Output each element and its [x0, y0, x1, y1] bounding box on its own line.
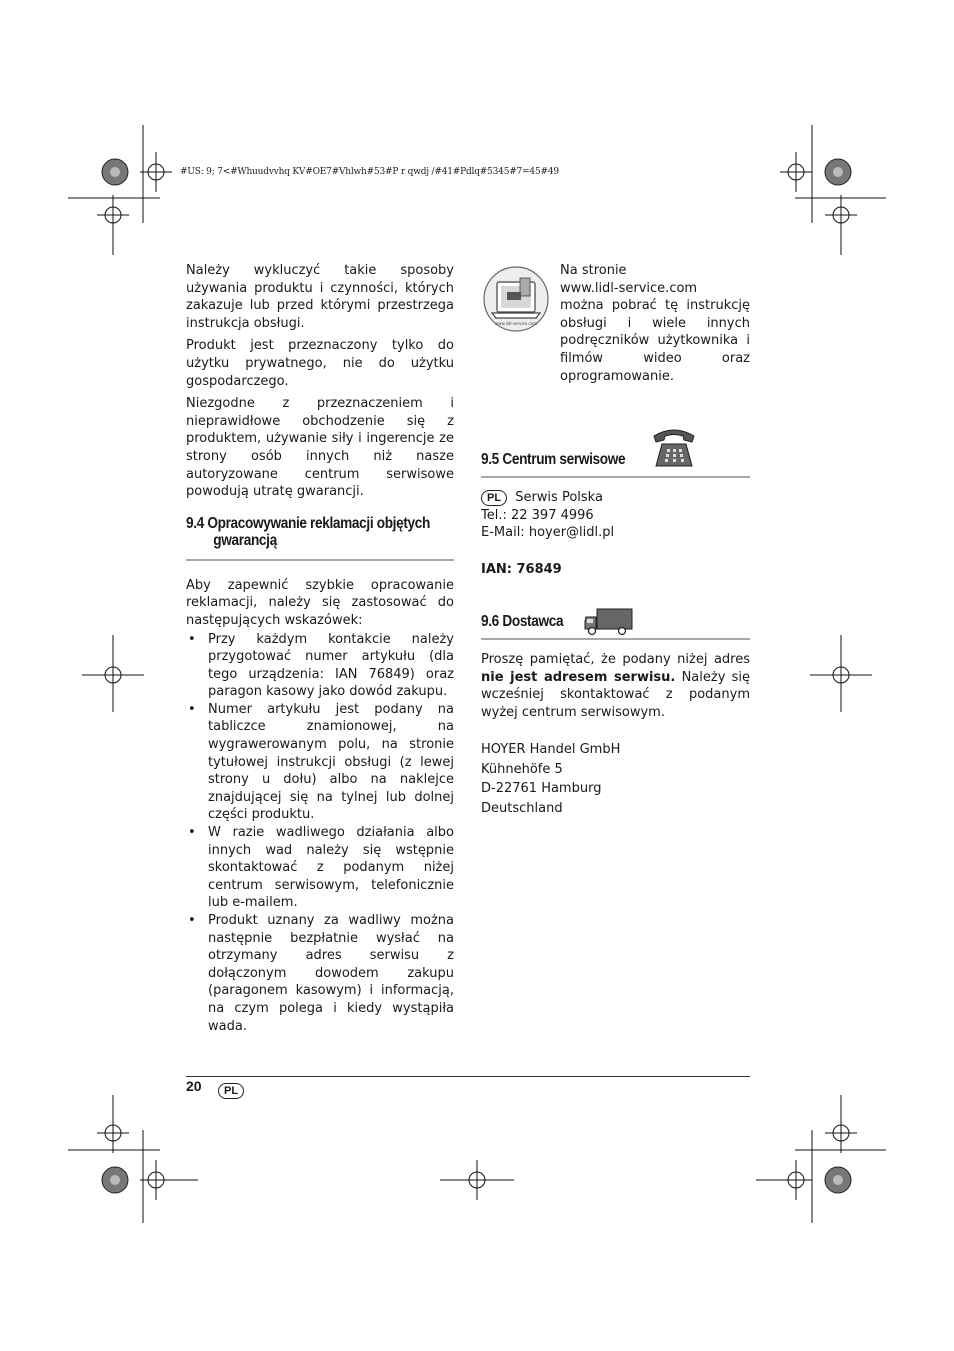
- footer-language-badge: [218, 1079, 244, 1099]
- section-94-heading: [186, 515, 454, 555]
- list-item: • Przy każdym kontakcie należy przygotować numer artykułu (dla tego urządzenia: IAN 76849) oraz paragon kasowy jako dowód zakupu.: [186, 631, 454, 701]
- section-94-title: 9.4 Opracowywanie reklamacji objętych: [186, 514, 430, 532]
- lidl-download-text: [560, 262, 750, 385]
- claim-instructions-list: [186, 631, 454, 1036]
- lidl-url: www.lidl-service.com: [560, 280, 698, 296]
- lidl-icon-label: www.lidl-service.com: [494, 321, 538, 326]
- supplier-note-text: Proszę pamiętać, że podany niżej adres: [481, 652, 750, 667]
- service-contact: [481, 489, 750, 578]
- supplier-note: [481, 651, 750, 721]
- list-item: • W razie wadliwego działania albo innych wad należy się wstępnie skontaktować z podanym niżej centrum serwisowym, telefonicznie lub e-mailem.: [186, 824, 454, 912]
- section-96-title: 9.6 Dostawca: [481, 613, 564, 630]
- service-name-row: [481, 489, 750, 507]
- country-badge: PL: [481, 490, 507, 506]
- telephone-icon: [650, 426, 698, 468]
- lidl-service-icon: [482, 265, 550, 333]
- address-line: HOYER Handel GmbH: [481, 742, 621, 758]
- left-column: [186, 262, 454, 1035]
- footer-rule: [186, 1076, 750, 1077]
- section-95-title: 9.5 Centrum serwisowe: [481, 451, 626, 468]
- supplier-address: [481, 740, 750, 818]
- delivery-truck-icon: [584, 607, 634, 637]
- intro-paragraph: Produkt jest przeznaczony tylko do użytku prywatnego, nie do użytku gospodarczego.: [186, 338, 454, 389]
- section-95-heading: [481, 451, 750, 469]
- section-96-rule: [481, 638, 750, 640]
- address-line: Deutschland: [481, 800, 563, 816]
- section-94-intro: Aby zapewnić szybkie opracowanie reklamacji, należy się zastosować do następujących wskazówek:: [186, 577, 454, 628]
- supplier-block: [481, 651, 750, 818]
- page-number: 20: [186, 1078, 202, 1094]
- ian-number: IAN: 76849: [481, 561, 562, 577]
- section-94-rule: [186, 559, 454, 561]
- supplier-note-text: Należy się wcześniej skontaktować z podanym wyżej centrum serwisowym.: [481, 669, 750, 720]
- print-job-code: #US: 9; 7<#Whuudvvhq KV#OE7#Vhlwh#53#P r qwdj /#41#Pdlq#5345#7=45#49: [180, 167, 559, 177]
- list-item: • Numer artykułu jest podany na tabliczce znamionowej, na wygrawerowanym polu, na stronie tytułowej instrukcji obsługi (z lewej strony u dołu) albo na naklejce znajdującej się na tylnej lub dolnej części produktu.: [186, 701, 454, 824]
- intro-paragraph: Należy wykluczyć takie sposoby używania produktu i czynności, których zakazuje lub przed którymi przestrzega instrukcja obsługi.: [186, 263, 454, 331]
- service-name: Serwis Polska: [515, 490, 603, 505]
- address-line: D-22761 Hamburg: [481, 781, 602, 797]
- address-line: Kühnehöfe 5: [481, 761, 563, 777]
- service-email: E-Mail: hoyer@lidl.pl: [481, 525, 615, 541]
- lidl-line: można pobrać tę instrukcję obsługi i wiele innych podręczników użytkownika i filmów wideo oraz oprogramowanie.: [560, 298, 750, 384]
- section-96-heading: [481, 613, 574, 631]
- list-item: • Produkt uznany za wadliwy można następnie bezpłatnie wysłać na otrzymany adres serwisu z dołączonym dowodem zakupu (paragonem kasowym) i informacją, na czym polega i kiedy wystąpiła wada.: [186, 912, 454, 1035]
- language-badge: PL: [218, 1083, 244, 1099]
- service-phone: Tel.: 22 397 4996: [481, 507, 594, 523]
- supplier-note-emphasis: nie jest adresem serwisu.: [481, 669, 676, 685]
- section-95-rule: [481, 476, 750, 478]
- section-94-title-cont: gwarancją: [213, 532, 277, 550]
- intro-paragraph: Niezgodne z przeznaczeniem i nieprawidłowe obchodzenie się z produktem, używanie siły i ingerencje ze strony osób innych niż nasze autoryzowane centrum serwisowe powodują utratę gwarancji.: [186, 396, 454, 500]
- lidl-line: Na stronie: [560, 263, 627, 278]
